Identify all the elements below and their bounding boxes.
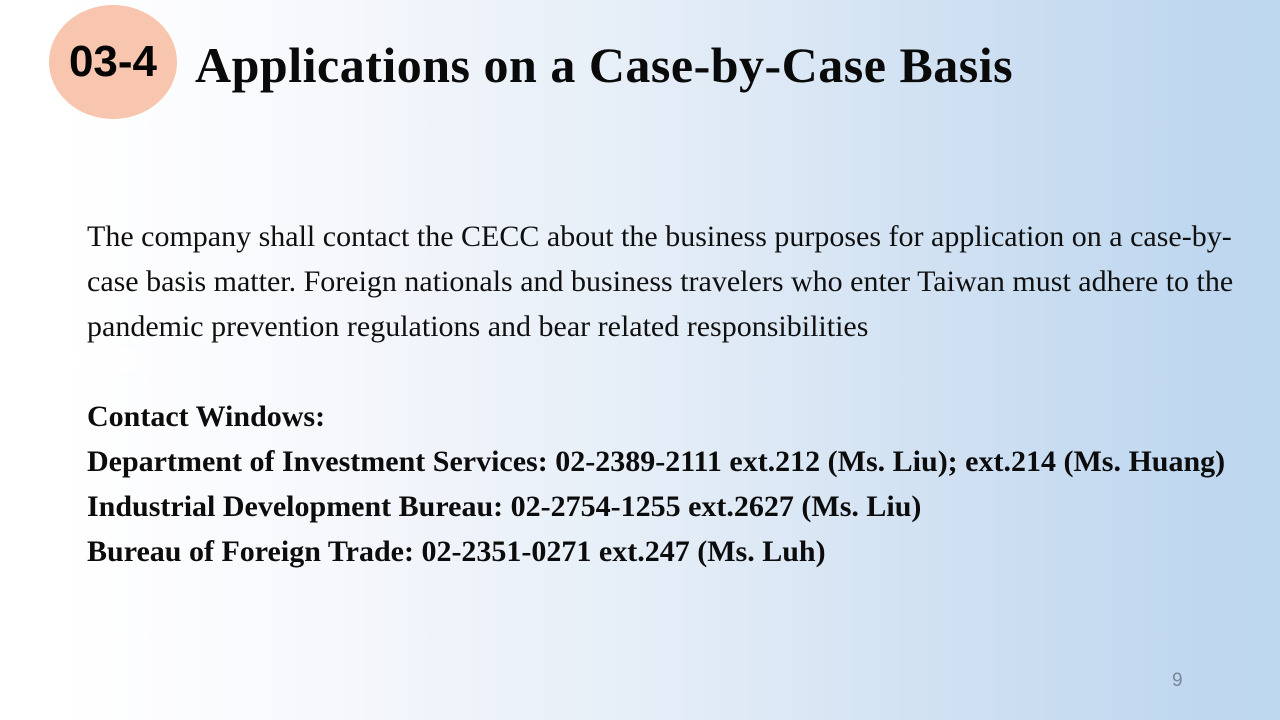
contact-line: Department of Investment Services: 02-2389-2111 ext.212 (Ms. Liu); ext.214 (Ms. Huang) (87, 445, 1226, 478)
body-line: case basis matter. Foreign nationals and business travelers who enter Taiwan must adhere to the (87, 265, 1234, 298)
slide-title: Applications on a Case-by-Case Basis (195, 37, 1014, 93)
contact-windows-block (87, 394, 1227, 574)
body-line: The company shall contact the CECC about the business purposes for application on a case-by- (87, 220, 1232, 253)
contact-heading: Contact Windows: (87, 400, 326, 433)
contact-line: Industrial Development Bureau: 02-2754-1255 ext.2627 (Ms. Liu) (87, 490, 922, 523)
section-number-label: 03-4 (68, 37, 158, 86)
section-number-badge (49, 5, 177, 119)
faint-watermark-artifact (56, 349, 136, 371)
watermark-glyph-blob (119, 349, 136, 371)
page-number: 9 (1172, 670, 1183, 691)
body-paragraph (87, 214, 1234, 349)
body-line: pandemic prevention regulations and bear related responsibilities (87, 310, 869, 343)
watermark-glyph-blob (56, 349, 73, 371)
contact-line: Bureau of Foreign Trade: 02-2351-0271 ext.247 (Ms. Luh) (87, 535, 826, 568)
watermark-glyph-blob (98, 349, 115, 371)
watermark-glyph-blob (77, 349, 94, 371)
